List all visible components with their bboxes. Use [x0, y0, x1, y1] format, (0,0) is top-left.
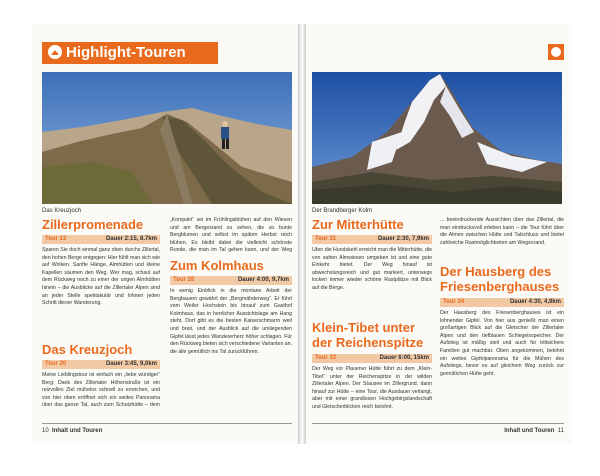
body-text: „Kompakt“ sei im Frühlingsblühen auf den Wiesen und am Bergesrand zu sehen, die so bunte Bergblumen und selbst im späten Herbst reich blühen. Es bleibt dabei die vielleicht schönste Runde, die man im Tal gehen kann, und der Weg — [170, 217, 292, 254]
body-text: Über die Hundskehl erreicht man die Mitterhütte, die von satten Almwiesen umgeben ist und eine gute Einkehr bietet. Der Weg hinauf ist abwechslungsreich und gut markiert, unterwegs locken immer wieder schöne Rastplätze mit Blick auf die Berge. — [312, 247, 432, 291]
footer-label: Inhalt und Touren — [52, 428, 103, 434]
kreuzjoch-photo — [42, 72, 292, 204]
tour-duration: Dauer 4:00, 9,7km — [237, 277, 289, 283]
tour-number: Tour 20 — [45, 361, 67, 367]
highlight-banner — [42, 42, 218, 64]
book-gutter — [298, 24, 306, 444]
tour-duration: Dauer 2:30, 7,9km — [377, 236, 429, 242]
tour-info-bar — [170, 276, 292, 285]
tour-info-bar — [312, 235, 432, 244]
photo-caption: Der Brandberger Kolm — [312, 208, 373, 214]
tour-number: Tour 31 — [315, 236, 337, 242]
open-book — [32, 24, 572, 444]
heading-zillerpromenade: Zillerpromenade — [42, 217, 144, 232]
tour-number: Tour 13 — [45, 236, 67, 242]
page-footer — [42, 428, 102, 434]
highlight-corner-badge — [548, 44, 564, 60]
body-text: In wenig Einblick in die montane Arbeit der Bergbauern gewährt der „Bergmähderweg“. Er führt vom Weiler Hochstein bis hinauf zum Gasthof Kolmhaus, das in herrlicher Aussichtslage am Hang steht. Dort gibt es die besten Kaiserschmarrn weit und breit, und der Ausblick auf die umliegenden Gipfel lässt jedes Wandererherz höher schlagen. Für den Rückweg bieten sich verschiedene Varianten an, die alle gemütlich ins Tal zurückführen. — [170, 288, 292, 355]
body-text: Sparen Sie doch einmal ganz oben durchs Zillertal, den hohen Berge entgegen: Hier fühlt man sich wie auf Wolken. Sanfte Hänge, Almhütten und kleine Kapellen säumen den Weg. Wer mag, schaut auf dem Rückweg noch zu einer der urigen Almhütten hinein – die Ausblicke auf die Zillertaler Alpen sind an jeder Stelle spektakulär und lohnen jeden Schritt dieser Wanderung. — [42, 247, 160, 307]
brandberger-kolm-photo — [312, 72, 562, 204]
tour-duration: Dauer 4:30, 4,9km — [509, 299, 561, 305]
mountain-icon — [48, 45, 62, 59]
tour-duration: Dauer 3:45, 9,0km — [105, 361, 157, 367]
page-footer — [504, 428, 564, 434]
footer-rule — [312, 423, 564, 424]
heading-friesenberghaus: Der Hausberg des Friesenberghauses — [440, 264, 560, 294]
tour-info-bar — [440, 298, 564, 307]
right-page — [304, 24, 572, 444]
tour-number: Tour 28 — [173, 277, 195, 283]
tour-info-bar — [42, 360, 160, 369]
photo-caption: Das Kreuzjoch — [42, 208, 82, 214]
heading-kreuzjoch: Das Kreuzjoch — [42, 342, 133, 357]
tour-info-bar — [42, 235, 160, 244]
tour-info-bar — [312, 354, 432, 363]
page-number: 10 — [42, 428, 49, 434]
tour-duration: Dauer 6:00, 15km — [379, 355, 429, 361]
body-text: Der Weg vor Plauener Hütte führt zu dem „Klein-Tibet“ unter der Reichenspitze in der wilden Zillertaler Alpen. Der Stausee im Zillergrund, dann hinauf zur Hütte – eine Tour, die Ausdauer verlangt, aber mit einer grandiosen Hochgebirgslandschaft und Gletscherblicken reich belohnt. — [312, 366, 432, 410]
footer-label: Inhalt und Touren — [504, 428, 555, 434]
tour-duration: Dauer 2:15, 8.7km — [105, 236, 157, 242]
body-text: Der Hausberg des Friesenberghauses ist ein lohnender Gipfel. Von hier aus genießt man einen großartigen Blick auf die Gletscher der Zillertaler Alpen und den tiefblauen Schlegeisspeicher. Der Aufstieg ist mäßig steil und auch für trittsichere Familien gut machbar. Oben angekommen, belohnt ein weites Gipfelpanorama für die Mühen des Aufstiegs, bevor es auf gleichem Weg zurück zur gemütlichen Hütte geht. — [440, 310, 564, 377]
footer-rule — [42, 423, 292, 424]
tour-number: Tour 34 — [443, 299, 465, 305]
page-number: 11 — [557, 428, 564, 434]
mountain-icon — [551, 47, 561, 57]
heading-kolmhaus: Zum Kolmhaus — [170, 258, 264, 273]
banner-title: Highlight-Touren — [66, 44, 186, 61]
body-text: ... beeindruckende Aussichten über das Zillertal, die man eindrucksvoll erleben kann – die Tour führt über die Almen zwischen Hütte und Talschluss und bietet zahlreiche Rastmöglichkeiten am Wegesrand. — [440, 217, 564, 246]
heading-mitterhuette: Zur Mitterhütte — [312, 217, 404, 232]
left-page — [32, 24, 300, 444]
tour-number: Tour 32 — [315, 355, 337, 361]
heading-klein-tibet: Klein-Tibet unter der Reichenspitze — [312, 320, 424, 350]
body-text: Meine Lieblingstour ist einfach ein „liebe würdiger“ Berg: Dank des Zillertaler Höhenstraße ist ein reizvolles Ziel mühelos schnell zu erreichen, und von hier oben eröffnet sich ein weites Panorama über das ganze Tal, auch zum Schutzhütte – dem — [42, 372, 160, 409]
